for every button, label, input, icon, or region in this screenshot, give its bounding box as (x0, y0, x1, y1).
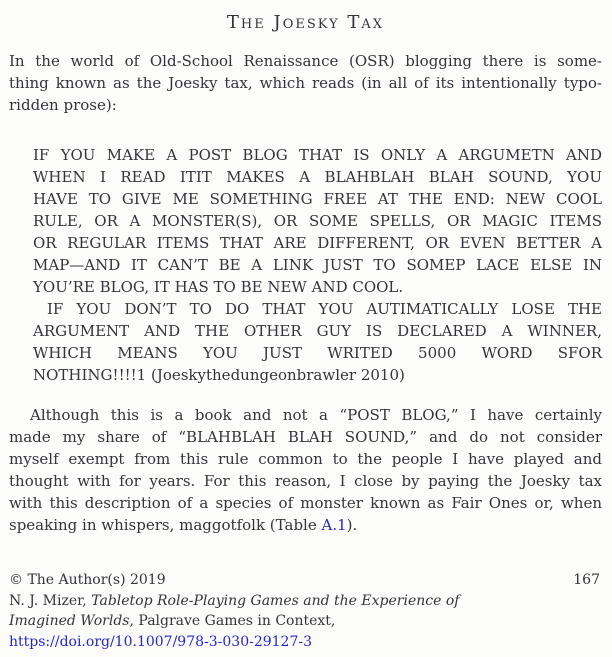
copyright-footer (9, 570, 602, 652)
book-title-part2: Imagined Worlds (9, 613, 130, 629)
text-line: IF YOU DON’T TO DO THAT YOU AUTIMATICALLY LOSE THE (47, 300, 602, 318)
blockquote-paragraph-2 (33, 298, 602, 386)
text-line: WHICH MEANS YOU JUST WRITED 5000 WORD SFOR (33, 344, 602, 362)
text-line: In the world of Old-School Renaissance (OSR) blogging there is some- (9, 52, 602, 70)
text-line: HAVE TO GIVE ME SOMETHING FREE AT THE END: NEW COOL (33, 190, 602, 208)
author-name: N. J. Mizer, (9, 592, 92, 609)
text-line: RULE, OR A MONSTER(S), OR SOME SPELLS, OR MAGIC ITEMS (33, 212, 602, 230)
footer-citation-line-1 (9, 591, 602, 612)
text-line: WHEN I READ ITIT MAKES A BLAHBLAH BLAH SOUND, YOU (33, 168, 602, 186)
footer-citation-line-2 (9, 611, 602, 632)
table-a1-link[interactable]: A.1 (321, 516, 347, 534)
text-line: ARGUMENT AND THE OTHER GUY IS DECLARED A WINNER, (33, 322, 602, 340)
page-number: 167 (573, 572, 600, 588)
footer-doi-line (9, 632, 602, 653)
joesky-tax-blockquote (33, 144, 602, 386)
page-title: The Joesky Tax (226, 12, 385, 33)
text-line: ridden prose): (9, 96, 117, 114)
text-line: made my share of “BLAHBLAH BLAH SOUND,” and do not consider (9, 428, 602, 446)
footer-copyright-row (9, 570, 602, 591)
closing-paragraph (9, 404, 602, 536)
blockquote-paragraph-1 (33, 144, 602, 298)
text-line: OR REGULAR ITEMS THAT ARE DIFFERENT, OR EVEN BETTER A (33, 234, 602, 252)
text-line: Although this is a book and not a “POST BLOG,” I have certainly (30, 406, 602, 424)
closing-paragraph-last-line (9, 514, 602, 536)
doi-link[interactable]: https://doi.org/10.1007/978-3-030-29127-3 (9, 633, 313, 650)
copyright-notice: © The Author(s) 2019 (9, 572, 166, 588)
closing-paragraph-lines (9, 404, 602, 514)
text-line: IF YOU MAKE A POST BLOG THAT IS ONLY A ARGUMETN AND (33, 146, 602, 164)
text-line: with this description of a species of monster known as Fair Ones or, when (9, 494, 602, 512)
last-line-text-after: ). (346, 516, 358, 534)
series-name: , Palgrave Games in Context, (129, 613, 336, 629)
text-line: myself exempt from this rule common to the people I have played and (9, 450, 602, 468)
book-title-part1: Tabletop Role-Playing Games and the Experience of (91, 592, 460, 609)
text-line: thing known as the Joesky tax, which reads (in all of its intentionally typo- (9, 74, 602, 92)
text-line: YOU’RE BLOG, IT HAS TO BE NEW AND COOL. (33, 278, 404, 296)
text-line: thought with for years. For this reason, I close by paying the Joesky tax (9, 472, 602, 490)
text-line: MAP—AND IT CAN’T BE A LINK JUST TO SOMEP LACE ELSE IN (33, 256, 602, 274)
intro-paragraph (9, 50, 602, 116)
text-line: NOTHING!!!!1 (Joeskythedungeonbrawler 2010) (33, 366, 405, 384)
last-line-text-before: speaking in whispers, maggotfolk (Table (9, 516, 322, 534)
